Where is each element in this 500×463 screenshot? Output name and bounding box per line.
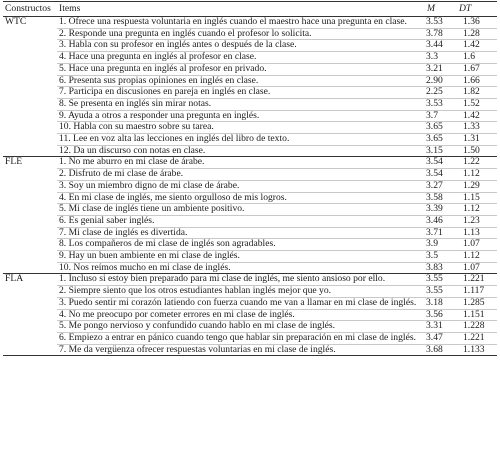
mean-value: 3.71 xyxy=(425,227,457,239)
construct-cell-empty xyxy=(3,134,57,146)
construct-cell-empty xyxy=(3,122,57,134)
mean-value: 3.56 xyxy=(425,309,457,321)
mean-value: 3.7 xyxy=(425,110,457,122)
sd-value: 1.36 xyxy=(457,17,497,29)
table-row xyxy=(3,52,497,64)
item-text: 3. Puedo sentir mi corazón latiendo con fuerza cuando me van a llamar en mi clase de inglés. xyxy=(57,297,425,309)
sd-value: 1.23 xyxy=(457,215,497,227)
construct-label: FLA xyxy=(5,273,24,285)
construct-cell-empty xyxy=(3,297,57,309)
table-row xyxy=(3,98,497,110)
construct-cell-empty xyxy=(3,204,57,216)
table-row xyxy=(3,274,497,286)
item-text: 3. Soy un miembro digno de mi clase de árabe. xyxy=(57,180,425,192)
construct-cell-empty xyxy=(3,309,57,321)
table-row xyxy=(3,134,497,146)
header-items: Items xyxy=(57,2,425,17)
table-row xyxy=(3,157,497,169)
mean-value: 3.55 xyxy=(425,274,457,286)
sd-value: 1.66 xyxy=(457,75,497,87)
sd-value: 1.31 xyxy=(457,134,497,146)
item-text: 11. Lee en voz alta las lecciones en inglés del libro de texto. xyxy=(57,134,425,146)
mean-value: 3.21 xyxy=(425,63,457,75)
header-mean: M xyxy=(425,2,457,17)
table-body xyxy=(3,17,497,356)
mean-value: 3.68 xyxy=(425,344,457,356)
mean-value: 3.58 xyxy=(425,192,457,204)
sd-value: 1.12 xyxy=(457,251,497,263)
construct-label: FLE xyxy=(5,156,23,168)
mean-value: 3.65 xyxy=(425,134,457,146)
sd-value: 1.07 xyxy=(457,239,497,251)
table-row xyxy=(3,110,497,122)
header-row xyxy=(3,2,497,17)
mean-value: 3.54 xyxy=(425,169,457,181)
item-text: 3. Habla con su profesor en inglés antes o después de la clase. xyxy=(57,40,425,52)
table-header xyxy=(3,2,497,17)
table-row xyxy=(3,251,497,263)
sd-value: 1.221 xyxy=(457,332,497,344)
mean-value: 3.3 xyxy=(425,52,457,64)
sd-value: 1.52 xyxy=(457,98,497,110)
construct-cell-empty xyxy=(3,239,57,251)
item-text: 5. Mi clase de inglés tiene un ambiente positivo. xyxy=(57,204,425,216)
item-text: 2. Responde una pregunta en inglés cuando el profesor lo solicita. xyxy=(57,28,425,40)
header-constructs: Constructos xyxy=(3,2,57,17)
construct-cell-empty xyxy=(3,332,57,344)
mean-value: 3.5 xyxy=(425,251,457,263)
table-row xyxy=(3,122,497,134)
mean-value: 3.53 xyxy=(425,98,457,110)
table-row xyxy=(3,204,497,216)
mean-value: 3.78 xyxy=(425,28,457,40)
mean-value: 3.44 xyxy=(425,40,457,52)
item-text: 9. Ayuda a otros a responder una pregunta en inglés. xyxy=(57,110,425,122)
item-text: 4. No me preocupo por cometer errores en mi clase de inglés. xyxy=(57,309,425,321)
mean-value: 3.83 xyxy=(425,262,457,274)
mean-value: 3.46 xyxy=(425,215,457,227)
sd-value: 1.50 xyxy=(457,145,497,157)
mean-value: 3.39 xyxy=(425,204,457,216)
table-row xyxy=(3,321,497,333)
sd-value: 1.42 xyxy=(457,40,497,52)
table-row xyxy=(3,297,497,309)
item-text: 6. Empiezo a entrar en pánico cuando tengo que hablar sin preparación en mi clase de inglés. xyxy=(57,332,425,344)
item-text: 4. En mi clase de inglés, me siento orgulloso de mis logros. xyxy=(57,192,425,204)
sd-value: 1.42 xyxy=(457,110,497,122)
construct-cell-empty xyxy=(3,40,57,52)
mean-value: 3.65 xyxy=(425,122,457,134)
mean-value: 2.90 xyxy=(425,75,457,87)
construct-cell-empty xyxy=(3,145,57,157)
mean-value: 2.25 xyxy=(425,87,457,99)
item-text: 10. Nos reímos mucho en mi clase de inglés. xyxy=(57,262,425,274)
construct-cell-empty xyxy=(3,169,57,181)
table-row xyxy=(3,344,497,356)
mean-value: 3.31 xyxy=(425,321,457,333)
item-text: 1. Ofrece una respuesta voluntaria en inglés cuando el maestro hace una pregunta en clase. xyxy=(57,17,425,29)
table-row xyxy=(3,309,497,321)
sd-value: 1.151 xyxy=(457,309,497,321)
sd-value: 1.6 xyxy=(457,52,497,64)
construct-cell-empty xyxy=(3,262,57,274)
sd-value: 1.29 xyxy=(457,180,497,192)
table-row xyxy=(3,215,497,227)
construct-cell-empty xyxy=(3,321,57,333)
item-text: 4. Hace una pregunta en inglés al profesor en clase. xyxy=(57,52,425,64)
sd-value: 1.22 xyxy=(457,157,497,169)
sd-value: 1.12 xyxy=(457,204,497,216)
items-table xyxy=(3,1,497,356)
construct-label: WTC xyxy=(5,16,27,27)
sd-value: 1.228 xyxy=(457,321,497,333)
construct-cell-empty xyxy=(3,87,57,99)
sd-value: 1.12 xyxy=(457,169,497,181)
item-text: 6. Presenta sus propias opiniones en inglés en clase. xyxy=(57,75,425,87)
table-row xyxy=(3,17,497,29)
sd-value: 1.221 xyxy=(457,274,497,286)
construct-cell-empty xyxy=(3,98,57,110)
sd-value: 1.15 xyxy=(457,192,497,204)
mean-value: 3.9 xyxy=(425,239,457,251)
table-row xyxy=(3,28,497,40)
table-row xyxy=(3,63,497,75)
construct-cell-empty xyxy=(3,63,57,75)
sd-value: 1.117 xyxy=(457,286,497,298)
item-text: 8. Los compañeros de mi clase de inglés son agradables. xyxy=(57,239,425,251)
item-text: 2. Siempre siento que los otros estudiantes hablan inglés mejor que yo. xyxy=(57,286,425,298)
table-row xyxy=(3,227,497,239)
construct-cell-empty xyxy=(3,286,57,298)
table-row xyxy=(3,239,497,251)
table-row xyxy=(3,87,497,99)
mean-value: 3.18 xyxy=(425,297,457,309)
mean-value: 3.53 xyxy=(425,17,457,29)
table-row xyxy=(3,40,497,52)
construct-cell-empty xyxy=(3,28,57,40)
sd-value: 1.82 xyxy=(457,87,497,99)
sd-value: 1.13 xyxy=(457,227,497,239)
mean-value: 3.47 xyxy=(425,332,457,344)
construct-cell-empty xyxy=(3,75,57,87)
construct-cell-empty xyxy=(3,251,57,263)
sd-value: 1.285 xyxy=(457,297,497,309)
item-text: 1. No me aburro en mi clase de árabe. xyxy=(57,157,425,169)
sd-value: 1.07 xyxy=(457,262,497,274)
mean-value: 3.27 xyxy=(425,180,457,192)
item-text: 8. Se presenta en inglés sin mirar notas. xyxy=(57,98,425,110)
table-row xyxy=(3,286,497,298)
item-text: 9. Hay un buen ambiente en mi clase de inglés. xyxy=(57,251,425,263)
construct-cell-empty xyxy=(3,215,57,227)
mean-value: 3.54 xyxy=(425,157,457,169)
table-row xyxy=(3,75,497,87)
item-text: 10. Habla con su maestro sobre su tarea. xyxy=(57,122,425,134)
item-text: 7. Participa en discusiones en pareja en inglés en clase. xyxy=(57,87,425,99)
item-text: 1. Incluso si estoy bien preparado para mi clase de inglés, me siento ansioso por ello. xyxy=(57,274,425,286)
table-row xyxy=(3,145,497,157)
sd-value: 1.28 xyxy=(457,28,497,40)
item-text: 2. Disfruto de mi clase de árabe. xyxy=(57,169,425,181)
table-row xyxy=(3,192,497,204)
header-sd: DT xyxy=(457,2,497,17)
table-row xyxy=(3,180,497,192)
mean-value: 3.55 xyxy=(425,286,457,298)
sd-value: 1.33 xyxy=(457,122,497,134)
item-text: 6. Es genial saber inglés. xyxy=(57,215,425,227)
construct-cell-empty xyxy=(3,344,57,356)
construct-cell-empty xyxy=(3,180,57,192)
item-text: 5. Hace una pregunta en inglés al profesor en privado. xyxy=(57,63,425,75)
item-text: 7. Me da vergüenza ofrecer respuestas voluntarias en mi clase de inglés. xyxy=(57,344,425,356)
item-text: 5. Me pongo nervioso y confundido cuando hablo en mi clase de inglés. xyxy=(57,321,425,333)
construct-cell-empty xyxy=(3,192,57,204)
table-row xyxy=(3,169,497,181)
item-text: 12. Da un discurso con notas en clase. xyxy=(57,145,425,157)
sd-value: 1.67 xyxy=(457,63,497,75)
table-row xyxy=(3,262,497,274)
item-text: 7. Mi clase de inglés es divertida. xyxy=(57,227,425,239)
construct-cell-empty xyxy=(3,52,57,64)
table-row xyxy=(3,332,497,344)
construct-cell-empty xyxy=(3,227,57,239)
sd-value: 1.133 xyxy=(457,344,497,356)
mean-value: 3.15 xyxy=(425,145,457,157)
construct-cell-empty xyxy=(3,110,57,122)
